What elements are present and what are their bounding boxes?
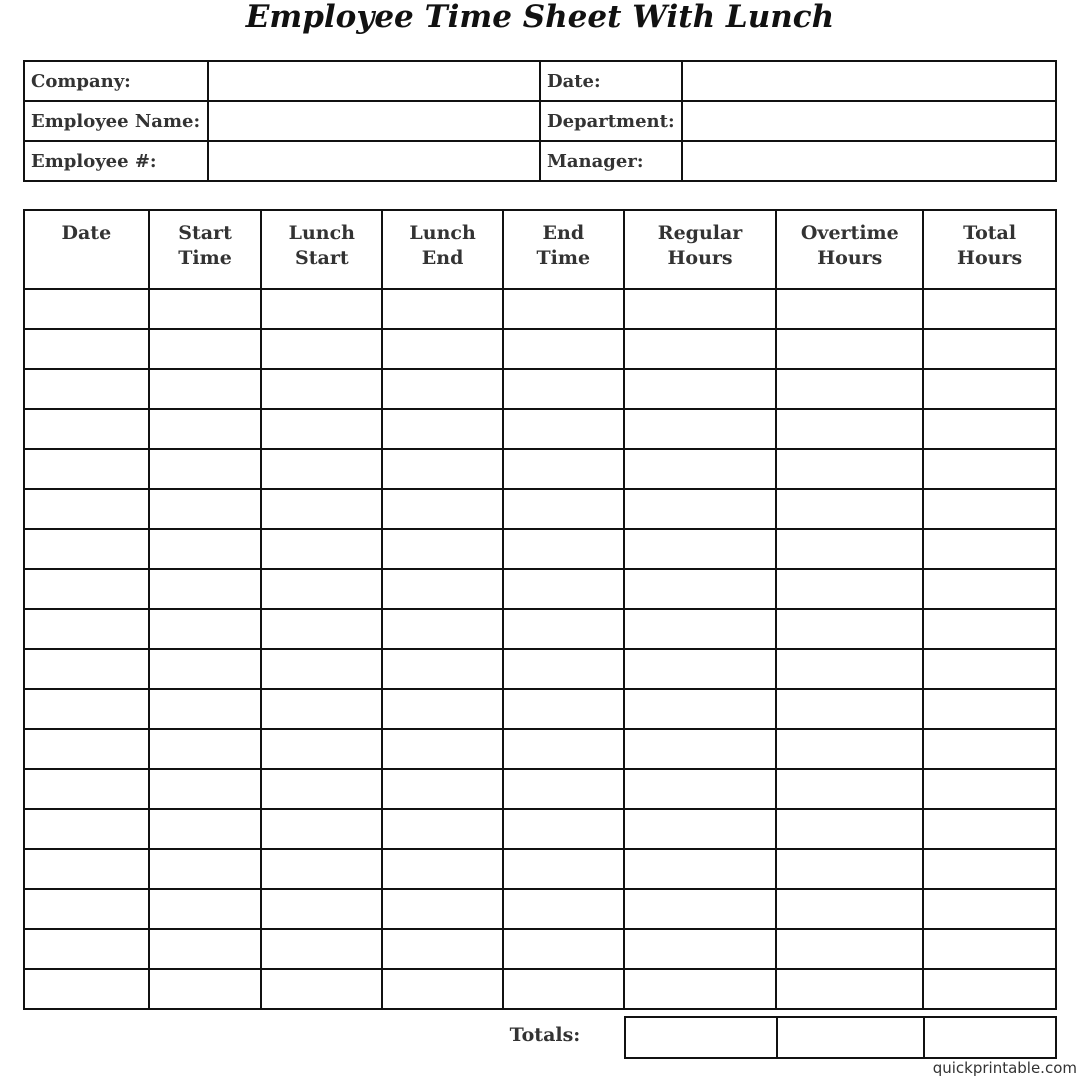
table-cell[interactable] xyxy=(261,849,382,889)
table-cell[interactable] xyxy=(24,969,149,1009)
table-cell[interactable] xyxy=(776,609,923,649)
table-cell[interactable] xyxy=(776,329,923,369)
table-cell[interactable] xyxy=(149,529,262,569)
table-cell[interactable] xyxy=(776,889,923,929)
table-cell[interactable] xyxy=(624,329,777,369)
table-cell[interactable] xyxy=(923,769,1056,809)
overtime-hours-total[interactable] xyxy=(777,1017,923,1058)
employee-number-label: Employee #: xyxy=(24,141,208,181)
table-cell[interactable] xyxy=(261,329,382,369)
column-header-line: Lunch xyxy=(409,222,476,244)
table-cell[interactable] xyxy=(149,489,262,529)
table-cell[interactable] xyxy=(149,409,262,449)
table-cell[interactable] xyxy=(503,689,624,729)
table-cell[interactable] xyxy=(503,569,624,609)
table-cell[interactable] xyxy=(776,769,923,809)
table-row xyxy=(24,809,1056,849)
table-cell[interactable] xyxy=(776,529,923,569)
table-cell[interactable] xyxy=(776,409,923,449)
column-header xyxy=(503,210,624,289)
table-cell[interactable] xyxy=(624,489,777,529)
table-cell[interactable] xyxy=(503,889,624,929)
table-cell[interactable] xyxy=(149,569,262,609)
table-cell[interactable] xyxy=(149,329,262,369)
column-header-line: Time xyxy=(536,247,591,269)
table-cell[interactable] xyxy=(24,649,149,689)
table-cell[interactable] xyxy=(24,409,149,449)
table-cell[interactable] xyxy=(776,369,923,409)
table-cell[interactable] xyxy=(923,329,1056,369)
column-header-line: End xyxy=(542,222,585,244)
table-cell[interactable] xyxy=(149,889,262,929)
table-cell[interactable] xyxy=(149,449,262,489)
table-cell[interactable] xyxy=(776,689,923,729)
table-cell[interactable] xyxy=(261,889,382,929)
table-cell[interactable] xyxy=(923,409,1056,449)
column-header-line: Regular xyxy=(657,222,743,244)
table-cell[interactable] xyxy=(776,849,923,889)
table-cell[interactable] xyxy=(24,849,149,889)
employee-name-label: Employee Name: xyxy=(24,101,208,141)
table-cell[interactable] xyxy=(503,969,624,1009)
table-cell[interactable] xyxy=(261,969,382,1009)
table-row xyxy=(24,449,1056,489)
table-cell[interactable] xyxy=(261,449,382,489)
table-cell[interactable] xyxy=(503,489,624,529)
table-cell[interactable] xyxy=(261,369,382,409)
table-cell[interactable] xyxy=(382,569,503,609)
table-cell[interactable] xyxy=(776,449,923,489)
table-cell[interactable] xyxy=(24,369,149,409)
table-row xyxy=(24,489,1056,529)
column-header xyxy=(624,210,777,289)
column-header-line: Total xyxy=(963,222,1017,244)
employee-number-field[interactable] xyxy=(208,141,540,181)
column-header-line: Overtime xyxy=(800,222,899,244)
table-cell[interactable] xyxy=(624,289,777,329)
time-entry-table xyxy=(23,209,1057,1010)
table-cell[interactable] xyxy=(624,649,777,689)
table-cell[interactable] xyxy=(624,689,777,729)
table-cell[interactable] xyxy=(382,809,503,849)
table-cell[interactable] xyxy=(261,649,382,689)
totals-table xyxy=(624,1016,1057,1059)
company-label: Company: xyxy=(24,61,208,101)
table-cell[interactable] xyxy=(923,449,1056,489)
table-row xyxy=(24,649,1056,689)
company-field[interactable] xyxy=(208,61,540,101)
table-cell[interactable] xyxy=(382,969,503,1009)
table-cell[interactable] xyxy=(776,289,923,329)
table-cell[interactable] xyxy=(382,369,503,409)
table-cell[interactable] xyxy=(261,929,382,969)
table-cell[interactable] xyxy=(923,889,1056,929)
table-cell[interactable] xyxy=(503,609,624,649)
table-cell[interactable] xyxy=(382,889,503,929)
column-header xyxy=(776,210,923,289)
info-row xyxy=(24,101,1056,141)
table-cell[interactable] xyxy=(382,689,503,729)
table-row xyxy=(24,889,1056,929)
info-row xyxy=(24,141,1056,181)
table-row xyxy=(24,369,1056,409)
table-cell[interactable] xyxy=(503,769,624,809)
table-cell[interactable] xyxy=(24,809,149,849)
table-cell[interactable] xyxy=(382,769,503,809)
table-cell[interactable] xyxy=(503,329,624,369)
table-cell[interactable] xyxy=(24,929,149,969)
column-header xyxy=(24,210,149,289)
table-cell[interactable] xyxy=(149,609,262,649)
table-row xyxy=(24,689,1056,729)
table-cell[interactable] xyxy=(923,289,1056,329)
table-cell[interactable] xyxy=(149,769,262,809)
table-cell[interactable] xyxy=(382,729,503,769)
table-cell[interactable] xyxy=(776,809,923,849)
table-cell[interactable] xyxy=(923,729,1056,769)
table-cell[interactable] xyxy=(261,809,382,849)
table-cell[interactable] xyxy=(923,649,1056,689)
table-cell[interactable] xyxy=(261,769,382,809)
table-row xyxy=(24,729,1056,769)
table-cell[interactable] xyxy=(261,609,382,649)
table-cell[interactable] xyxy=(261,289,382,329)
date-field[interactable] xyxy=(682,61,1056,101)
watermark: quickprintable.com xyxy=(932,1059,1077,1077)
table-cell[interactable] xyxy=(923,849,1056,889)
column-header xyxy=(149,210,262,289)
table-cell[interactable] xyxy=(382,449,503,489)
table-cell[interactable] xyxy=(776,929,923,969)
total-hours-total[interactable] xyxy=(924,1017,1056,1058)
table-cell[interactable] xyxy=(624,529,777,569)
table-cell[interactable] xyxy=(776,649,923,689)
table-cell[interactable] xyxy=(923,689,1056,729)
table-cell[interactable] xyxy=(149,729,262,769)
table-cell[interactable] xyxy=(923,609,1056,649)
table-row xyxy=(24,409,1056,449)
column-header-line: Hours xyxy=(667,247,733,269)
employee-name-field[interactable] xyxy=(208,101,540,141)
table-cell[interactable] xyxy=(923,929,1056,969)
table-cell[interactable] xyxy=(503,369,624,409)
table-cell[interactable] xyxy=(503,449,624,489)
totals-row xyxy=(625,1017,1056,1058)
table-cell[interactable] xyxy=(624,609,777,649)
table-row xyxy=(24,969,1056,1009)
table-cell[interactable] xyxy=(24,449,149,489)
table-cell[interactable] xyxy=(382,849,503,889)
table-cell[interactable] xyxy=(24,769,149,809)
table-cell[interactable] xyxy=(24,569,149,609)
column-header-line: Start xyxy=(295,247,349,269)
table-cell[interactable] xyxy=(624,769,777,809)
table-cell[interactable] xyxy=(776,729,923,769)
table-cell[interactable] xyxy=(503,809,624,849)
table-cell[interactable] xyxy=(149,689,262,729)
table-cell[interactable] xyxy=(923,569,1056,609)
table-row xyxy=(24,329,1056,369)
table-cell[interactable] xyxy=(923,489,1056,529)
page-title: Employee Time Sheet With Lunch xyxy=(245,0,835,35)
table-row xyxy=(24,289,1056,329)
table-cell[interactable] xyxy=(923,369,1056,409)
table-row xyxy=(24,769,1056,809)
table-header-row xyxy=(24,210,1056,289)
table-cell[interactable] xyxy=(503,529,624,569)
table-cell[interactable] xyxy=(382,489,503,529)
table-cell[interactable] xyxy=(24,489,149,529)
table-cell[interactable] xyxy=(149,289,262,329)
date-label: Date: xyxy=(540,61,682,101)
table-cell[interactable] xyxy=(923,809,1056,849)
table-cell[interactable] xyxy=(149,649,262,689)
table-cell[interactable] xyxy=(776,569,923,609)
table-cell[interactable] xyxy=(503,729,624,769)
table-cell[interactable] xyxy=(24,609,149,649)
table-cell[interactable] xyxy=(382,409,503,449)
table-cell[interactable] xyxy=(776,489,923,529)
table-cell[interactable] xyxy=(503,849,624,889)
table-cell[interactable] xyxy=(624,409,777,449)
manager-field[interactable] xyxy=(682,141,1056,181)
table-cell[interactable] xyxy=(24,689,149,729)
table-cell[interactable] xyxy=(149,969,262,1009)
table-cell[interactable] xyxy=(624,889,777,929)
table-cell[interactable] xyxy=(776,969,923,1009)
table-cell[interactable] xyxy=(24,729,149,769)
column-header-line: End xyxy=(421,247,464,269)
column-header-line: Lunch xyxy=(288,222,355,244)
table-cell[interactable] xyxy=(24,329,149,369)
table-row xyxy=(24,609,1056,649)
department-field[interactable] xyxy=(682,101,1056,141)
column-header xyxy=(261,210,382,289)
column-header-line: Start xyxy=(178,222,232,244)
totals-label: Totals: xyxy=(509,1024,581,1046)
table-cell[interactable] xyxy=(503,649,624,689)
table-row xyxy=(24,849,1056,889)
table-cell[interactable] xyxy=(261,489,382,529)
table-cell[interactable] xyxy=(261,729,382,769)
table-row xyxy=(24,569,1056,609)
column-header-line: Date xyxy=(61,222,112,244)
table-cell[interactable] xyxy=(503,409,624,449)
table-cell[interactable] xyxy=(261,409,382,449)
table-cell[interactable] xyxy=(382,929,503,969)
info-row xyxy=(24,61,1056,101)
column-header-line: Time xyxy=(178,247,232,269)
table-cell[interactable] xyxy=(624,809,777,849)
table-cell[interactable] xyxy=(382,609,503,649)
table-cell[interactable] xyxy=(382,329,503,369)
column-header-line: Hours xyxy=(817,247,883,269)
department-label: Department: xyxy=(540,101,682,141)
table-cell[interactable] xyxy=(24,889,149,929)
table-cell[interactable] xyxy=(24,289,149,329)
table-cell[interactable] xyxy=(261,569,382,609)
table-cell[interactable] xyxy=(382,289,503,329)
table-cell[interactable] xyxy=(382,529,503,569)
manager-label: Manager: xyxy=(540,141,682,181)
table-cell[interactable] xyxy=(503,289,624,329)
table-cell[interactable] xyxy=(923,969,1056,1009)
table-cell[interactable] xyxy=(149,369,262,409)
table-cell[interactable] xyxy=(624,969,777,1009)
table-cell[interactable] xyxy=(624,929,777,969)
table-cell[interactable] xyxy=(149,809,262,849)
table-row xyxy=(24,529,1056,569)
column-header-line: Hours xyxy=(957,247,1023,269)
table-cell[interactable] xyxy=(149,849,262,889)
table-row xyxy=(24,929,1056,969)
table-cell[interactable] xyxy=(261,529,382,569)
employee-info-table xyxy=(23,60,1057,182)
table-cell[interactable] xyxy=(624,849,777,889)
table-cell[interactable] xyxy=(261,689,382,729)
table-cell[interactable] xyxy=(923,529,1056,569)
column-header xyxy=(923,210,1056,289)
table-cell[interactable] xyxy=(624,449,777,489)
table-cell[interactable] xyxy=(382,649,503,689)
table-cell[interactable] xyxy=(149,929,262,969)
column-header xyxy=(382,210,503,289)
table-cell[interactable] xyxy=(24,529,149,569)
regular-hours-total[interactable] xyxy=(625,1017,777,1058)
table-cell[interactable] xyxy=(624,729,777,769)
table-body xyxy=(24,289,1056,1009)
table-cell[interactable] xyxy=(624,369,777,409)
table-cell[interactable] xyxy=(624,569,777,609)
table-cell[interactable] xyxy=(503,929,624,969)
